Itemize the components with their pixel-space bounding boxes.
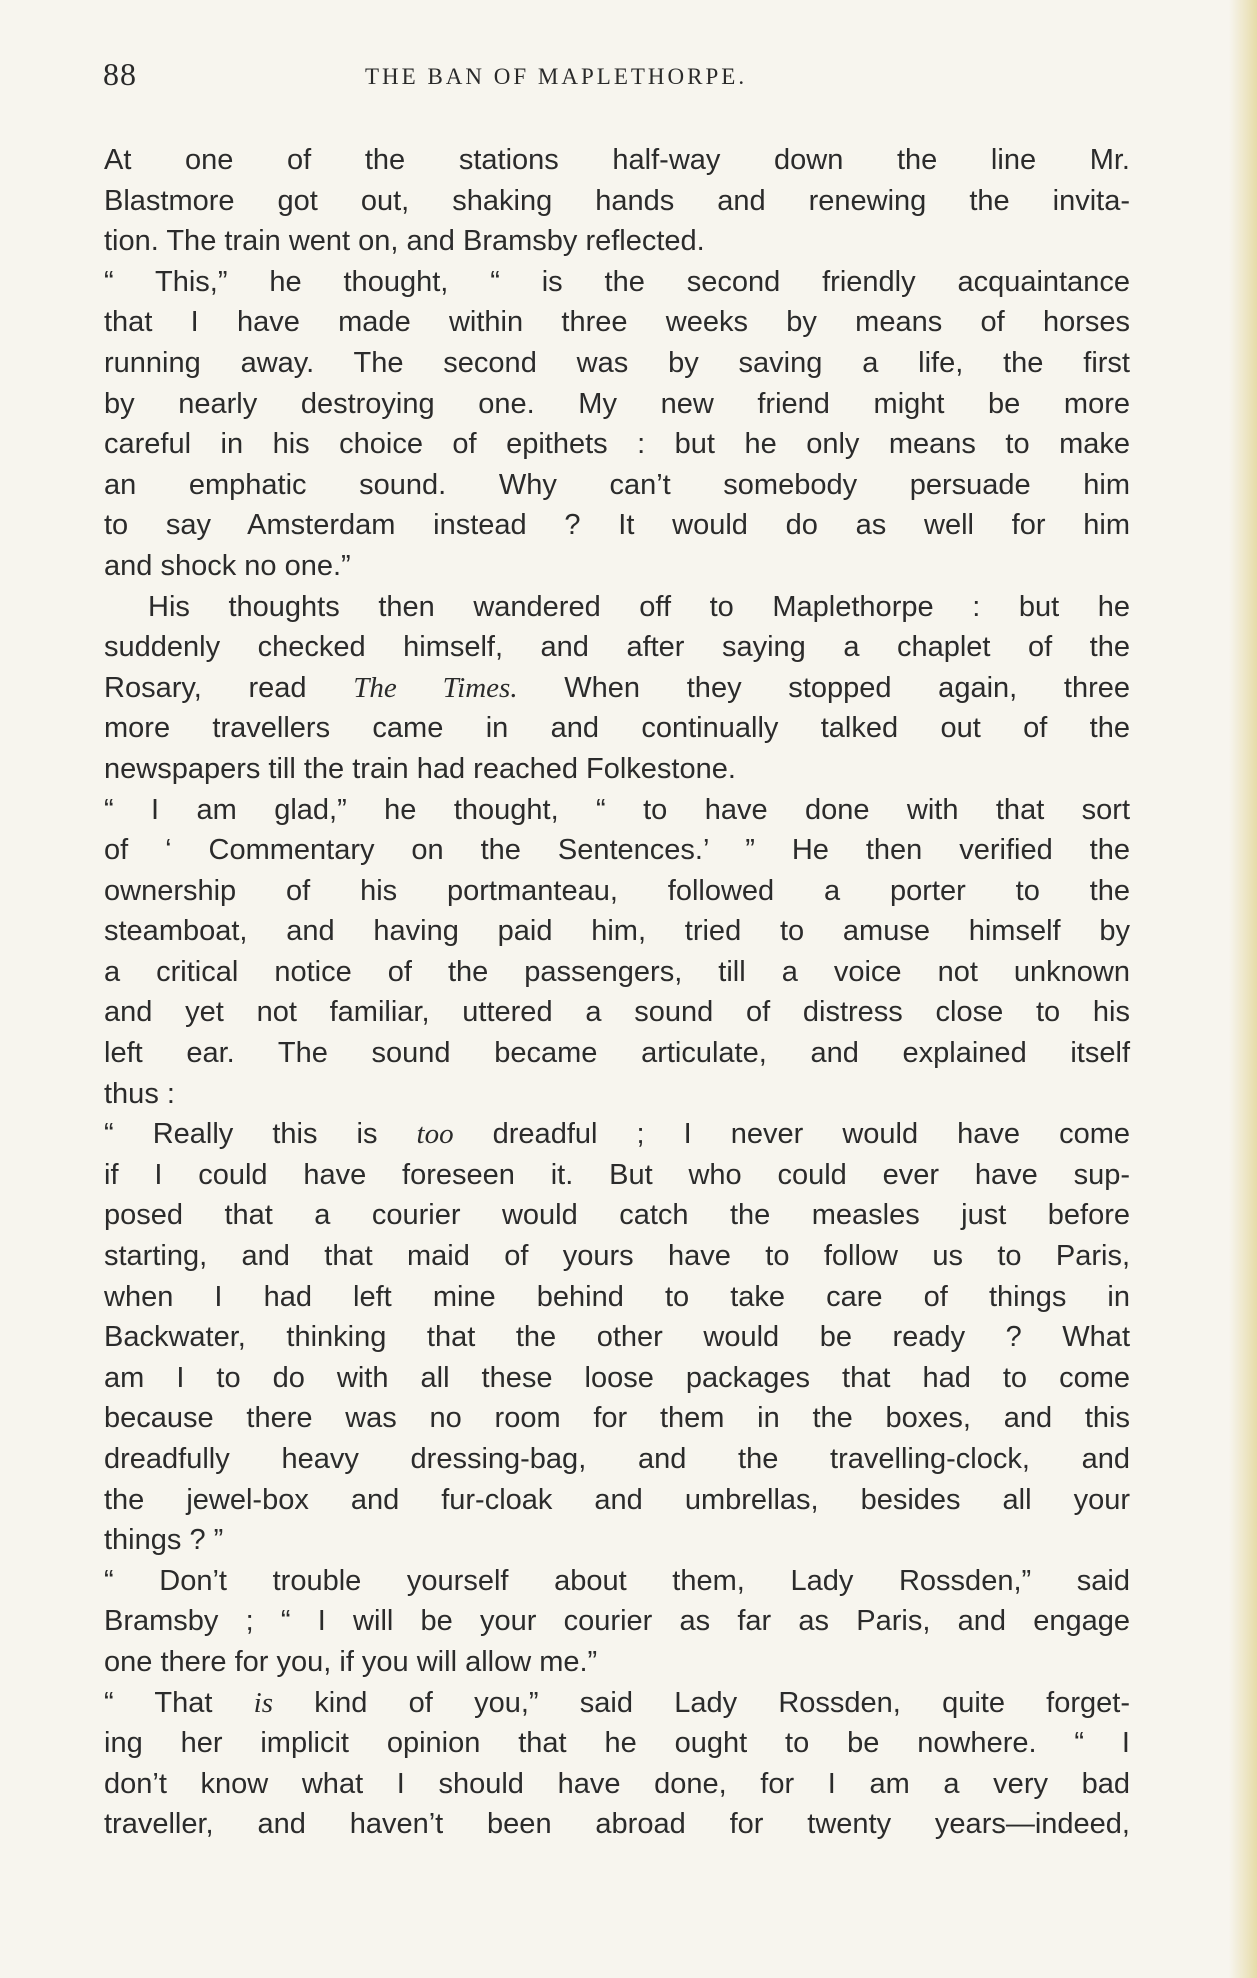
text-line: the jewel-box and fur-cloak and umbrellas, besides all your xyxy=(104,1483,1130,1516)
text-line: things ? ” xyxy=(104,1524,224,1557)
text-line: “ This,” he thought, “ is the second friendly acquaintance xyxy=(104,265,1130,298)
text-line: Bramsby ; “ I will be your courier as far as Paris, and engage xyxy=(104,1605,1130,1638)
text-line: starting, and that maid of yours have to follow us to Paris, xyxy=(104,1240,1130,1273)
text-line: and yet not familiar, uttered a sound of distress close to his xyxy=(104,996,1130,1029)
text-line: one there for you, if you will allow me.” xyxy=(104,1645,598,1678)
book-title: THE BAN OF MAPLETHORPE. xyxy=(365,64,748,89)
text-line: if I could have foreseen it. But who could ever have sup- xyxy=(104,1158,1130,1191)
page-edge-shadow xyxy=(1229,0,1257,1978)
text-line: “ Don’t trouble yourself about them, Lady Rossden,” said xyxy=(104,1564,1130,1597)
text-line: a critical notice of the passengers, till a voice not unknown xyxy=(104,955,1130,988)
text-segment: Rosary, read xyxy=(104,671,354,704)
text-line: Backwater, thinking that the other would be ready ? What xyxy=(104,1321,1130,1354)
text-segment: kind of you,” said Lady Rossden, quite forget- xyxy=(272,1686,1130,1719)
running-head xyxy=(103,56,1133,96)
text-line: am I to do with all these loose packages that had to come xyxy=(104,1361,1130,1394)
text-line: by nearly destroying one. My new friend might be more xyxy=(104,387,1130,420)
text-line: careful in his choice of epithets : but he only means to make xyxy=(104,428,1130,461)
text-line: dreadfully heavy dressing-bag, and the travelling-clock, and xyxy=(104,1443,1130,1475)
text-line: that I have made within three weeks by means of horses xyxy=(104,306,1130,339)
text-line: more travellers came in and continually talked out of the xyxy=(104,712,1130,745)
text-line: posed that a courier would catch the measles just before xyxy=(104,1199,1130,1232)
text-line: “ I am glad,” he thought, “ to have done with that sort xyxy=(104,793,1130,826)
body-text xyxy=(104,140,1130,1845)
italic-word: is xyxy=(253,1686,273,1719)
text-line: to say Amsterdam instead ? It would do as well for him xyxy=(104,509,1130,542)
italic-title: The Times. xyxy=(353,671,518,704)
text-line: steamboat, and having paid him, tried to amuse himself by xyxy=(104,915,1130,948)
text-line: At one of the stations half-way down the line Mr. xyxy=(104,144,1130,176)
text-line: Blastmore got out, shaking hands and renewing the invita- xyxy=(104,184,1130,217)
text-line xyxy=(104,1683,1130,1724)
text-line xyxy=(104,668,1130,709)
text-line: because there was no room for them in the boxes, and this xyxy=(104,1402,1130,1435)
text-line: thus : xyxy=(104,1077,175,1110)
text-line: don’t know what I should have done, for I am a very bad xyxy=(104,1767,1130,1800)
text-segment: “ Really this is xyxy=(104,1118,417,1151)
text-line: traveller, and haven’t been abroad for twenty years—indeed, xyxy=(104,1808,1130,1841)
text-line: running away. The second was by saving a life, the first xyxy=(104,346,1130,379)
text-line: left ear. The sound became articulate, and explained itself xyxy=(104,1037,1130,1070)
text-line: an emphatic sound. Why can’t somebody persuade him xyxy=(104,468,1130,501)
text-segment: “ That xyxy=(104,1686,254,1719)
text-line: ownership of his portmanteau, followed a porter to the xyxy=(104,874,1130,907)
text-segment: dreadful ; I never would have come xyxy=(453,1118,1130,1151)
text-line: newspapers till the train had reached Folkestone. xyxy=(104,752,736,785)
text-line: when I had left mine behind to take care of things in xyxy=(104,1280,1130,1313)
text-line: and shock no one.” xyxy=(104,549,351,582)
text-segment: When they stopped again, three xyxy=(517,671,1131,704)
italic-word: too xyxy=(416,1118,454,1151)
text-line: His thoughts then wandered off to Maplethorpe : but he xyxy=(148,590,1130,623)
text-line xyxy=(104,1114,1130,1155)
text-line: of ‘ Commentary on the Sentences.’ ” He then verified the xyxy=(104,834,1130,867)
text-line: tion. The train went on, and Bramsby reflected. xyxy=(104,225,705,258)
text-line: ing her implicit opinion that he ought to be nowhere. “ I xyxy=(104,1727,1130,1760)
text-line: suddenly checked himself, and after saying a chaplet of the xyxy=(104,631,1130,664)
page-number: 88 xyxy=(103,56,137,92)
